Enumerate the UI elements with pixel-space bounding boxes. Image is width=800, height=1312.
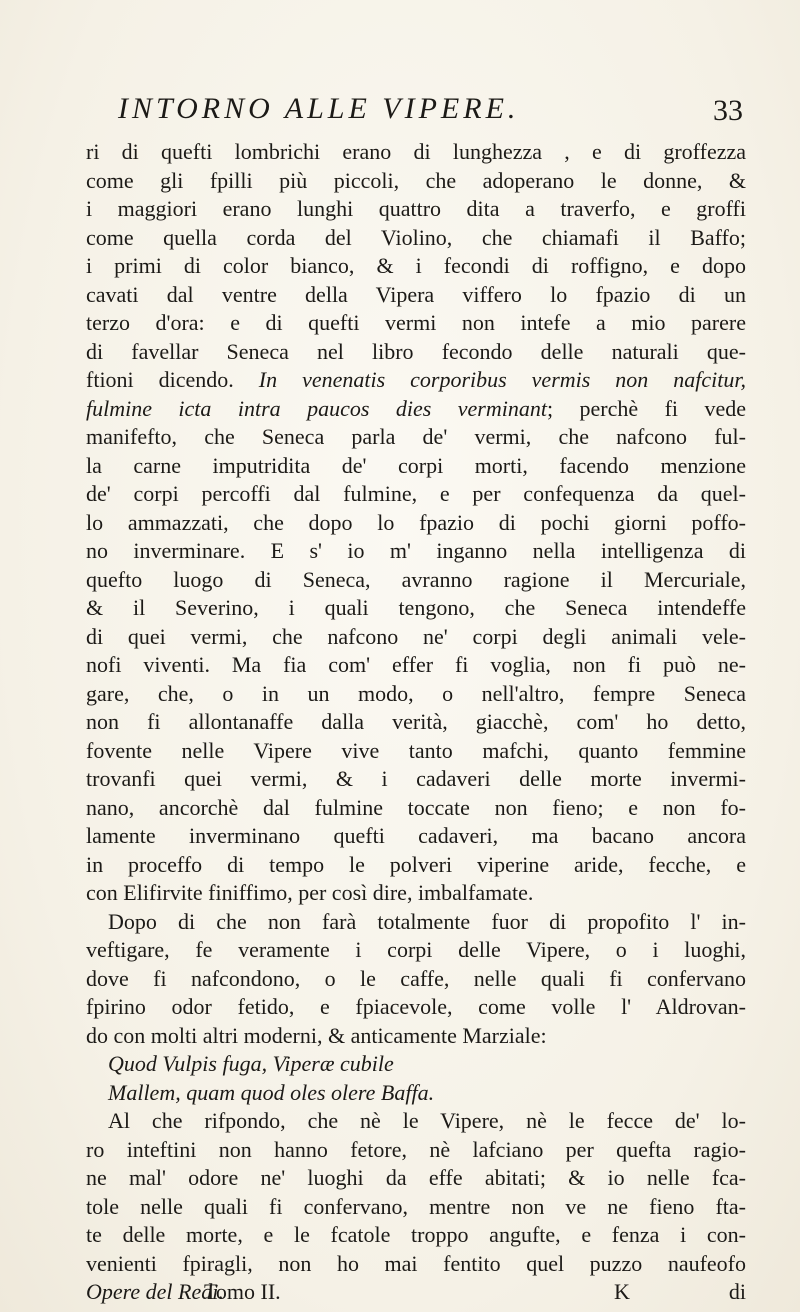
verse-text: Mallem, quam quod oles olere Baffa. (108, 1079, 435, 1105)
text-line: nano, ancorchè dal fulmine toccate non fieno; e non fo- (86, 794, 746, 820)
footer-catchword: di (728, 1279, 746, 1304)
text-line: dove fi nafcondono, o le caffe, nelle quali fi confervano (86, 965, 746, 991)
text-line: la carne imputridita de' corpi morti, facendo menzione (86, 452, 746, 478)
text-line: ne mal' odore ne' luoghi da effe abitati; & io nelle fca- (86, 1165, 746, 1190)
text-line-paragraph-end: con Elifirvite finiffimo, per così dire, imbalfamate. (86, 880, 534, 905)
text-line: tole nelle quali fi confervano, mentre non ve ne fieno fta- (86, 1193, 746, 1219)
text-line-paragraph-start: Al che rifpondo, che nè le Vipere, nè le fecce de' lo- (108, 1108, 746, 1133)
text-line: no inverminare. E s' io m' inganno nella intelligenza di (86, 538, 746, 563)
text-segment: ; perchè fi vede (546, 395, 746, 421)
footer-volume: Tomo II. (204, 1279, 281, 1304)
text-line: lo ammazzati, che dopo lo fpazio di pochi giorni poffo- (86, 509, 746, 535)
text-line: non fi allontanaffe dalla verità, giacchè, com' ho detto, (86, 709, 746, 734)
text-line-with-quote (86, 395, 746, 424)
text-line: di favellar Seneca nel libro fecondo delle naturali que- (86, 338, 746, 364)
text-line: i primi di color bianco, & i fecondi di roffigno, e dopo (86, 253, 746, 278)
verse-text: Quod Vulpis fuga, Viperæ cubile (108, 1051, 394, 1076)
text-line: come quella corda del Violino, che chiamafi il Baffo; (86, 224, 746, 250)
latin-quote: fulmine icta intra paucos dies verminant (86, 395, 547, 421)
text-line: lamente inverminano quefti cadaveri, ma bacano ancora (86, 823, 746, 848)
text-line: & il Severino, i quali tengono, che Seneca intendeffe (86, 595, 746, 620)
text-line: trovanfi quei vermi, & i cadaveri delle morte invermi- (86, 766, 746, 791)
text-line: cavati dal ventre della Vipera viffero lo fpazio di un (86, 281, 746, 307)
body-text (86, 138, 746, 1307)
text-line-paragraph-start: Dopo di che non farà totalmente fuor di propofito l' in- (108, 908, 746, 934)
text-line: te delle morte, e le fcatole troppo angufte, e fenza i con- (86, 1222, 746, 1247)
text-line: de' corpi percoffi dal fulmine, e per confequenza da quel- (86, 481, 746, 506)
text-line-with-quote (86, 366, 746, 395)
page-footer (86, 1278, 746, 1307)
page-header (88, 92, 743, 136)
text-line: in proceffo di tempo le polveri viperine aride, fecche, e (86, 851, 746, 877)
verse-line (86, 1079, 746, 1108)
text-line: gare, che, o in un modo, o nell'altro, fempre Seneca (86, 680, 746, 706)
text-line: ro inteftini non hanno fetore, nè lafciano per quefta ragio- (86, 1136, 746, 1162)
running-title: INTORNO ALLE VIPERE. (118, 92, 520, 125)
text-line: di quei vermi, che nafcono ne' corpi degli animali vele- (86, 623, 746, 649)
text-line: come gli fpilli più piccoli, che adoperano le donne, & (86, 167, 746, 193)
text-line: manifefto, che Seneca parla de' vermi, che nafcono ful- (86, 424, 746, 449)
text-segment: ftioni dicendo. (86, 367, 234, 392)
page-number: 33 (713, 94, 743, 127)
text-line: ri di quefti lombrichi erano di lunghezza , e di groffezza (86, 139, 746, 164)
text-line: quefto luogo di Seneca, avranno ragione il Mercuriale, (86, 566, 746, 592)
text-line: do con molti altri moderni, & anticamente Marziale: (86, 1022, 547, 1048)
text-line: fovente nelle Vipere vive tanto mafchi, quanto femmine (86, 737, 746, 763)
text-line: veftigare, fe veramente i corpi delle Vipere, o i luoghi, (86, 937, 746, 962)
footer-work-title: Opere del Redi. (86, 1279, 224, 1304)
text-line: fpirino odor fetido, e fpiacevole, come volle l' Aldrovan- (86, 994, 746, 1019)
text-line: venienti fpiragli, non ho mai fentito quel puzzo naufeofo (86, 1250, 746, 1276)
text-line: nofi viventi. Ma fia com' effer fi voglia, non fi può ne- (86, 652, 746, 677)
latin-quote: In venenatis corporibus vermis non nafcitur, (258, 367, 746, 392)
verse-line (86, 1050, 746, 1079)
text-line: i maggiori erano lunghi quattro dita a traverfo, e groffi (86, 196, 746, 221)
text-line: terzo d'ora: e di quefti vermi non intefe a mio parere (86, 310, 746, 335)
footer-signature-mark: K (614, 1279, 630, 1304)
